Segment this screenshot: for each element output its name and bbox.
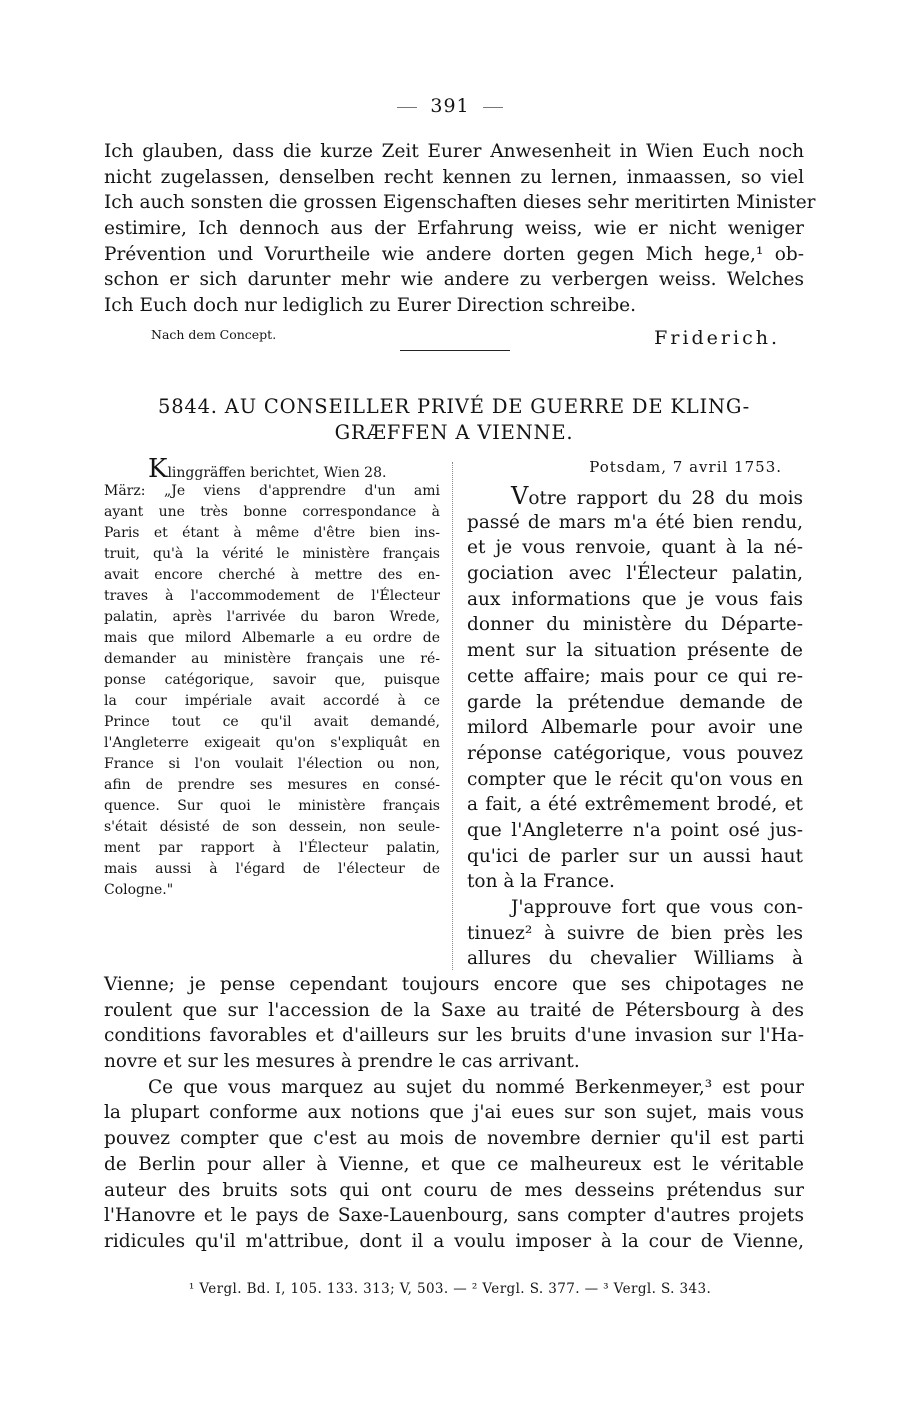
text-line: otre rapport du 28 du mois: [528, 488, 803, 509]
text-line: Ich Euch doch nur lediglich zu Eurer Direction schreibe.: [104, 295, 637, 317]
header-dash-left: [397, 107, 417, 108]
text-line: roulent que sur l'accession de la Saxe au traité de Pétersbourg à des: [104, 999, 804, 1021]
summary-line: demander au ministère français une ré-: [104, 651, 440, 667]
text-line: ton à la France.: [467, 871, 615, 893]
summary-line: traves à l'accommodement de l'Électeur: [104, 588, 440, 604]
text-line: Ce que vous marquez au sujet du nommé Berkenmeyer,³ est pour: [148, 1076, 804, 1098]
text-line: qu'ici de parler sur un aussi haut: [467, 845, 803, 867]
summary-line: truit, qu'à la vérité le ministère français: [104, 546, 440, 562]
page-number: 391: [430, 95, 470, 117]
letter-full-width: [104, 972, 804, 1255]
text-line: gociation avec l'Électeur palatin,: [467, 563, 803, 585]
text-line: Vienne; je pense cependant toujours encore que ses chipotages ne: [104, 974, 804, 995]
text-line: Ich auch sonsten die grossen Eigenschaften dieses sehr meritirten Minister: [104, 192, 816, 214]
summary-line: mais aussi à l'égard de l'électeur de: [104, 861, 440, 877]
summary-line: März: „Je viens d'apprendre d'un ami: [104, 483, 440, 499]
footnotes: ¹ Vergl. Bd. I, 105. 133. 313; V, 503. — ² Vergl. S. 377. — ³ Vergl. S. 343.: [188, 1281, 712, 1297]
text-line: la plupart conforme aux notions que j'ai eues sur son sujet, mais vous: [104, 1102, 804, 1124]
text-line: aux informations que je vous fais: [467, 588, 803, 610]
source-note: Nach dem Concept.: [151, 327, 277, 342]
text-line: l'Hanovre et le pays de Saxe-Lauenbourg, sans compter d'autres projets: [104, 1205, 804, 1227]
text-line: J'approuve fort que vous con-: [511, 897, 803, 918]
text-line: schon er sich darunter mehr wie andere zu verbergen weiss. Welches: [104, 269, 804, 291]
summary-first-line: [104, 454, 440, 484]
summary-line: afin de prendre ses mesures en consé-: [104, 777, 440, 793]
header-dash-right: [483, 107, 503, 108]
summary-line: ponse catégorique, savoir que, puisque: [104, 672, 440, 688]
summary-line: ment par rapport à l'Électeur palatin,: [104, 840, 440, 856]
summary-line: avait encore cherché à mettre des en-: [104, 567, 440, 583]
text-line: conditions favorables et d'ailleurs sur les bruits d'une invasion sur l'Ha-: [104, 1025, 804, 1047]
text-line: réponse catégorique, vous pouvez: [467, 742, 803, 764]
summary-line: ayant une très bonne correspondance à: [104, 504, 440, 520]
summary-line: la cour impériale avait accordé à ce: [104, 693, 440, 709]
previous-letter-text: [104, 139, 816, 319]
summary-line: s'était désisté de son dessein, non seule-: [104, 819, 440, 835]
dateline: Potsdam, 7 avril 1753.: [589, 458, 782, 476]
page-number-header: [0, 95, 900, 117]
text-line: de Berlin pour aller à Vienne, et que ce malheureux est le véritable: [104, 1153, 804, 1175]
section-rule: [400, 350, 510, 351]
text-line: tinuez² à suivre de bien près les: [467, 922, 803, 944]
text-line: estimire, Ich dennoch aus der Erfahrung weiss, wie er nicht weniger: [104, 218, 804, 240]
signature: Friderich.: [654, 327, 780, 349]
summary-line: mais que milord Albemarle a eu ordre de: [104, 630, 440, 646]
summary-line: linggräffen berichtet, Wien 28.: [167, 465, 387, 481]
text-line: et je vous renvoie, quant à la né-: [467, 537, 803, 559]
text-line: a fait, a été extrêmement brodé, et: [467, 794, 803, 816]
text-line: nicht zugelassen, denselben recht kennen zu lernen, inmaassen, so viel: [104, 166, 804, 188]
summary-dropcap: K: [148, 454, 168, 484]
text-line: donner du ministère du Départe-: [467, 614, 803, 636]
summary-line: Cologne.": [104, 882, 174, 898]
column-divider: [452, 462, 453, 970]
letter-heading: [104, 394, 804, 446]
summary-line: l'Angleterre exigeait qu'on s'expliquât en: [104, 735, 440, 751]
text-line: ridicules qu'il m'attribue, dont il a voulu imposer à la cour de Vienne,: [104, 1230, 804, 1252]
letter-right-column: [467, 484, 803, 972]
text-line: novre et sur les mesures à prendre le cas arrivant.: [104, 1051, 580, 1073]
letter-initial: V: [511, 482, 529, 510]
summary-line: Paris et étant à même d'être bien ins-: [104, 525, 440, 541]
text-line: garde la prétendue demande de: [467, 691, 803, 713]
text-line: passé de mars m'a été bien rendu,: [467, 511, 803, 533]
letter-first-line: [467, 484, 803, 510]
text-line: ment sur la situation présente de: [467, 640, 803, 662]
summary-column: [104, 454, 440, 901]
text-line: pouvez compter que c'est au mois de novembre dernier qu'il est parti: [104, 1128, 804, 1150]
summary-line: quence. Sur quoi le ministère français: [104, 798, 440, 814]
heading-line: 5844. AU CONSEILLER PRIVÉ DE GUERRE DE KLING-: [157, 395, 751, 418]
text-line: cette affaire; mais pour ce qui re-: [467, 665, 803, 687]
heading-line: GRÆFFEN A VIENNE.: [334, 421, 574, 444]
summary-line: France si l'on voulait l'élection ou non,: [104, 756, 440, 772]
text-line: compter que le récit qu'on vous en: [467, 768, 803, 790]
text-line: milord Albemarle pour avoir une: [467, 717, 803, 739]
text-line: Prévention und Vorurtheile wie andere dorten gegen Mich hege,¹ ob-: [104, 243, 804, 265]
summary-line: Prince tout ce qu'il avait demandé,: [104, 714, 440, 730]
text-line: auteur des bruits sots qui ont couru de mes desseins prétendus sur: [104, 1179, 804, 1201]
text-line: que l'Angleterre n'a point osé jus-: [467, 819, 803, 841]
text-line: allures du chevalier Williams à: [467, 948, 803, 970]
text-line: Ich glauben, dass die kurze Zeit Eurer Anwesenheit in Wien Euch noch: [104, 141, 804, 162]
summary-line: palatin, après l'arrivée du baron Wrede,: [104, 609, 440, 625]
